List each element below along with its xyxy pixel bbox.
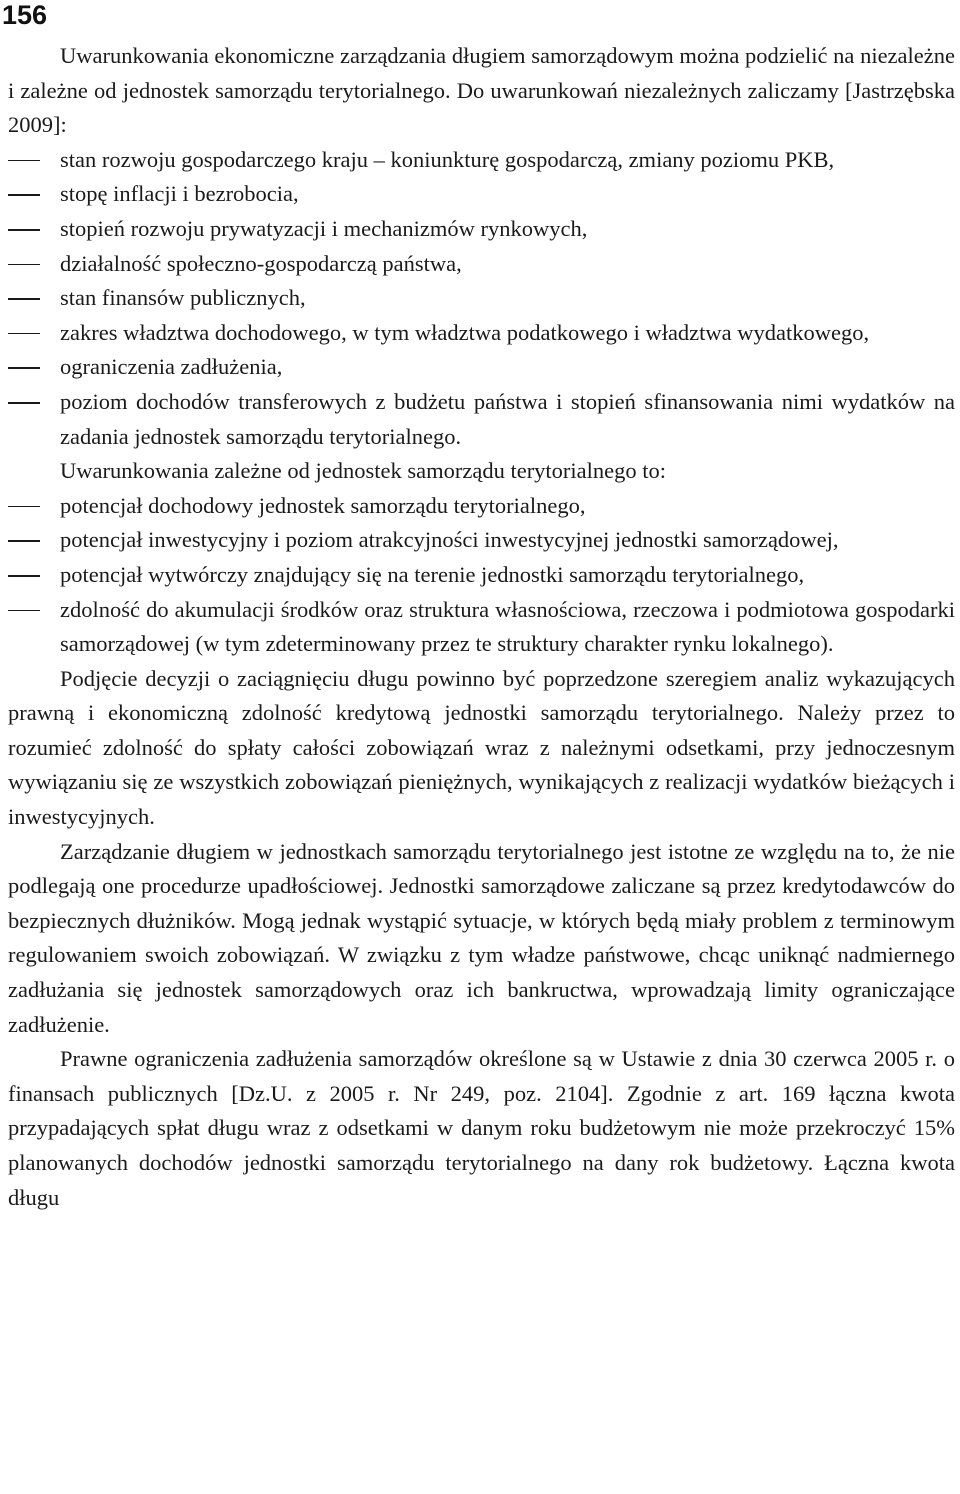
list-item: działalność społeczno-gospodarczą państwa, [8, 247, 955, 282]
list-item: potencjał dochodowy jednostek samorządu terytorialnego, [8, 489, 955, 524]
document-body [8, 39, 955, 1215]
page-number: 156 [2, 0, 48, 30]
body-paragraph: Prawne ograniczenia zadłużenia samorządów określone są w Ustawie z dnia 30 czerwca 2005 r. o finansach publicznych [Dz.U. z 2005 r. Nr 249, poz. 2104]. Zgodnie z art. 169 łączna kwota przypadających spłat długu wraz z odsetkami w danym roku budżetowym nie może przekroczyć 15% planowanych dochodów jednostki samorządu terytorialnego na dany rok budżetowy. Łączna kwota długu [8, 1046, 955, 1210]
list-item: potencjał inwestycyjny i poziom atrakcyjności inwestycyjnej jednostki samorządowej, [8, 523, 955, 558]
list-item: stopę inflacji i bezrobocia, [8, 177, 955, 212]
independent-conditions-list [8, 143, 955, 454]
dependent-conditions-list [8, 489, 955, 662]
list-item: stan finansów publicznych, [8, 281, 955, 316]
intro-paragraph: Uwarunkowania ekonomiczne zarządzania długiem samorządowym można podzielić na niezależne i zależne od jednostek samorządu terytorialnego. Do uwarunkowań niezależnych zaliczamy [Jastrzębska 2009]: [8, 43, 955, 138]
body-paragraph: Zarządzanie długiem w jednostkach samorządu terytorialnego jest istotne ze względu na to, że nie podlegają one procedurze upadłościowej. Jednostki samorządowe zaliczane są przez kredytodawców do bezpiecznych dłużników. Mogą jednak wystąpić sytuacje, w których będą miały problem z terminowym regulowaniem swoich zobowiązań. W związku z tym władze państwowe, chcąc uniknąć nadmiernego zadłużania się jednostek samorządowych oraz ich bankructwa, wprowadzają limity ograniczające zadłużenie. [8, 838, 955, 1037]
list-item: stan rozwoju gospodarczego kraju – koniunkturę gospodarczą, zmiany poziomu PKB, [8, 143, 955, 178]
dependent-intro-paragraph: Uwarunkowania zależne od jednostek samorządu terytorialnego to: [60, 458, 667, 484]
list-item: potencjał wytwórczy znajdujący się na terenie jednostki samorządu terytorialnego, [8, 558, 955, 593]
list-item: zakres władztwa dochodowego, w tym władztwa podatkowego i władztwa wydatkowego, [8, 316, 955, 351]
list-item: zdolność do akumulacji środków oraz struktura własnościowa, rzeczowa i podmiotowa gospodarki samorządowej (w tym zdeterminowany przez te struktury charakter rynku lokalnego). [8, 593, 955, 662]
body-paragraph: Podjęcie decyzji o zaciągnięciu długu powinno być poprzedzone szeregiem analiz wykazujących prawną i ekonomiczną zdolność kredytową jednostki samorządu terytorialnego. Należy przez to rozumieć zdolność do spłaty całości zobowiązań wraz z należnymi odsetkami, przy jednoczesnym wywiązaniu się ze wszystkich zobowiązań pieniężnych, wynikających z realizacji wydatków bieżących i inwestycyjnych. [8, 665, 955, 830]
list-item: poziom dochodów transferowych z budżetu państwa i stopień sfinansowania nimi wydatków na zadania jednostek samorządu terytorialnego. [8, 385, 955, 454]
list-item: ograniczenia zadłużenia, [8, 350, 955, 385]
list-item: stopień rozwoju prywatyzacji i mechanizmów rynkowych, [8, 212, 955, 247]
